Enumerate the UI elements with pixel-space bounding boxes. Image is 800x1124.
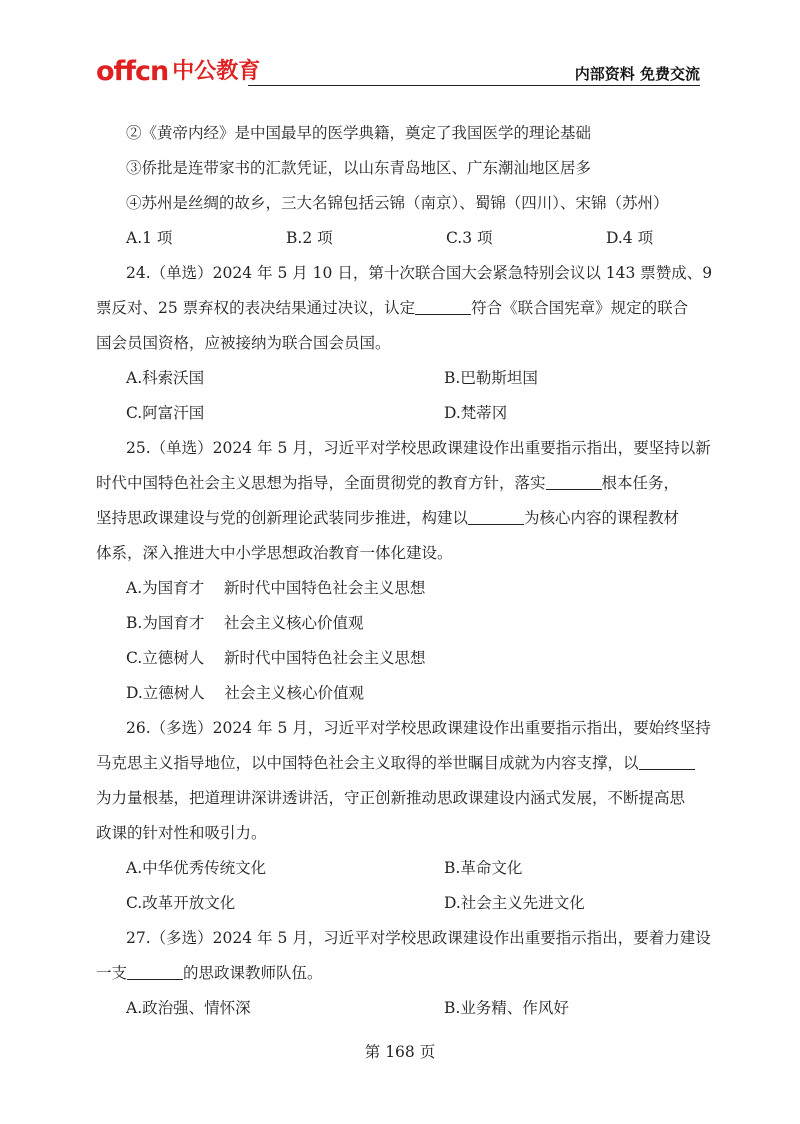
q24-options-row-2 <box>96 396 704 431</box>
q25-option-c: C.立德树人 新时代中国特色社会主义思想 <box>126 649 426 667</box>
q26-line-2 <box>96 746 704 781</box>
q24-line-1: 24.（单选）2024 年 5 月 10 日，第十次联合国大会紧急特别会议以 143 票赞成、9 <box>126 264 713 282</box>
q26-line-1: 26.（多选）2024 年 5 月，习近平对学校思政课建设作出重要指示指出，要始终坚持 <box>126 719 711 737</box>
header-rule <box>248 85 700 86</box>
answer-blank <box>639 751 695 770</box>
q25-option-d: D.立德树人 社会主义核心价值观 <box>126 684 365 702</box>
offcn-logo <box>96 58 260 86</box>
q23-option-c: C.3 项 <box>446 229 493 247</box>
q23-options <box>96 221 704 256</box>
q27-options-row-1 <box>96 991 704 1026</box>
q26-option-c: C.改革开放文化 <box>126 894 236 912</box>
answer-blank <box>546 471 602 490</box>
q26-option-b: B.革命文化 <box>444 859 523 877</box>
q27-line-2-start: 一支 <box>96 964 128 982</box>
q26-line-2-start: 马克思主义指导地位，以中国特色社会主义取得的举世瞩目成就为内容支撑，以 <box>96 754 639 772</box>
document-body <box>96 116 713 1026</box>
q24-line-2 <box>96 291 704 326</box>
answer-blank <box>468 506 524 525</box>
q27-line-2-end: 的思政课教师队伍。 <box>183 964 323 982</box>
q27-line-1: 27.（多选）2024 年 5 月，习近平对学校思政课建设作出重要指示指出，要着力建设 <box>126 929 711 947</box>
q24-line-3: 国会员国资格，应被接纳为联合国会员国。 <box>96 334 391 352</box>
q23-option-b: B.2 项 <box>286 229 333 247</box>
q25-line-2-end: 根本任务， <box>601 474 680 492</box>
q25-line-2 <box>96 466 704 501</box>
q24-option-a: A.科索沃国 <box>126 369 205 387</box>
q26-options-row-1 <box>96 851 704 886</box>
q25-line-3-end: 为核心内容的课程教材 <box>524 509 680 527</box>
q25-line-4: 体系，深入推进大中小学思想政治教育一体化建设。 <box>96 544 453 562</box>
q26-option-a: A.中华优秀传统文化 <box>126 859 267 877</box>
page-number: 第 168 页 <box>364 1043 436 1061</box>
header-note: 内部资料 免费交流 <box>574 65 700 83</box>
q24-line-2-end: 符合《联合国宪章》规定的联合 <box>471 299 689 317</box>
q25-line-3 <box>96 501 704 536</box>
q23-item-3: ③侨批是连带家书的汇款凭证，以山东青岛地区、广东潮汕地区居多 <box>126 159 592 177</box>
q26-line-4: 政课的针对性和吸引力。 <box>96 824 267 842</box>
q27-line-2 <box>96 956 704 991</box>
q23-item-4: ④苏州是丝绸的故乡，三大名锦包括云锦（南京）、蜀锦（四川）、宋锦（苏州） <box>126 194 669 212</box>
q25-option-b: B.为国育才 社会主义核心价值观 <box>126 614 364 632</box>
q27-option-b: B.业务精、作风好 <box>444 999 569 1017</box>
answer-blank <box>415 296 471 315</box>
q24-options-row-1 <box>96 361 704 396</box>
q23-option-d: D.4 项 <box>606 229 654 247</box>
answer-blank <box>127 961 183 980</box>
page-header <box>96 58 700 88</box>
q25-line-1: 25.（单选）2024 年 5 月，习近平对学校思政课建设作出重要指示指出，要坚持以新 <box>126 439 711 457</box>
q26-option-d: D.社会主义先进文化 <box>444 894 585 912</box>
q24-option-c: C.阿富汗国 <box>126 404 205 422</box>
q26-line-3: 为力量根基，把道理讲深讲透讲活，守正创新推动思政课建设内涵式发展，不断提高思 <box>96 789 686 807</box>
q23-option-a: A.1 项 <box>126 229 173 247</box>
q24-option-b: B.巴勒斯坦国 <box>444 369 538 387</box>
q26-options-row-2 <box>96 886 704 921</box>
logo-chinese: 中公教育 <box>172 59 261 84</box>
q25-line-2-start: 时代中国特色社会主义思想为指导，全面贯彻党的教育方针，落实 <box>96 474 546 492</box>
q24-line-2-start: 票反对、25 票弃权的表决结果通过决议，认定 <box>96 299 416 317</box>
q25-option-a: A.为国育才 新时代中国特色社会主义思想 <box>126 579 426 597</box>
logo-english: offcn <box>96 56 169 87</box>
q25-line-3-start: 坚持思政课建设与党的创新理论武装同步推进，构建以 <box>96 509 469 527</box>
q27-option-a: A.政治强、情怀深 <box>126 999 251 1017</box>
q24-option-d: D.梵蒂冈 <box>444 404 508 422</box>
q23-item-2: ②《黄帝内经》是中国最早的医学典籍，奠定了我国医学的理论基础 <box>126 124 592 142</box>
